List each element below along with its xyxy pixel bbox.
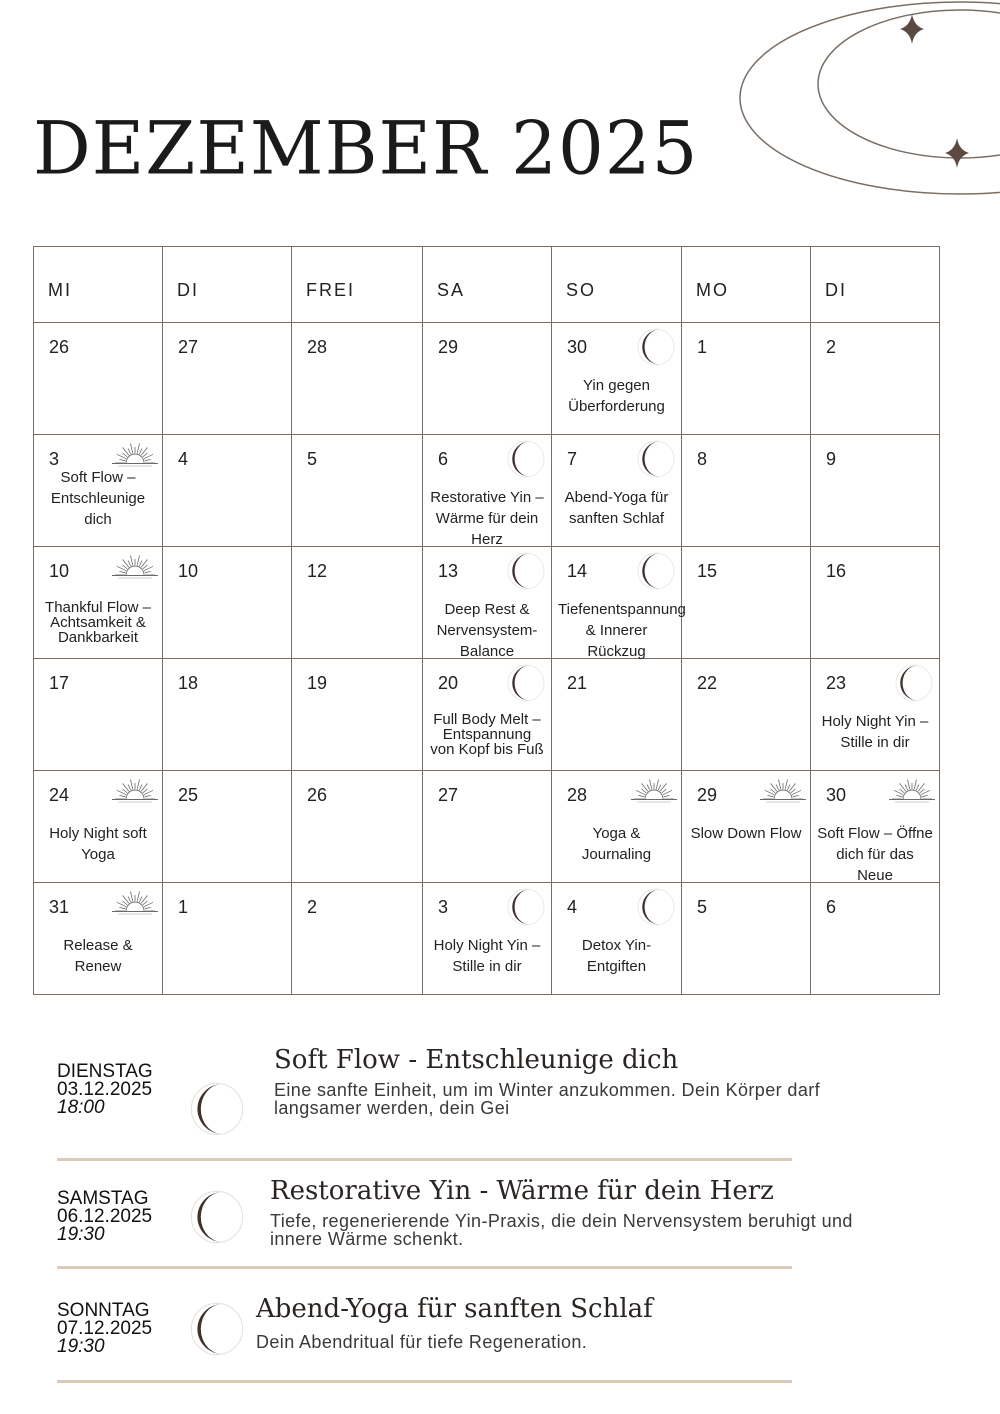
day-cell[interactable] bbox=[292, 435, 423, 547]
day-number: 30 bbox=[567, 337, 588, 357]
session-time: 18:00 bbox=[57, 1097, 105, 1118]
day-cell[interactable] bbox=[163, 771, 292, 883]
day-number: 3 bbox=[438, 897, 449, 917]
day-cell[interactable] bbox=[292, 547, 423, 659]
session-description: Dein Abendritual für tiefe Regeneration. bbox=[256, 1332, 588, 1352]
day-number: 15 bbox=[697, 561, 718, 581]
day-cell[interactable] bbox=[682, 547, 811, 659]
weekday-label: SA bbox=[437, 280, 466, 300]
divider bbox=[57, 1158, 792, 1161]
day-cell[interactable] bbox=[811, 659, 940, 771]
week-row bbox=[34, 435, 940, 547]
day-cell[interactable] bbox=[423, 771, 552, 883]
moon-icon bbox=[637, 888, 675, 931]
moon-icon bbox=[637, 552, 675, 595]
weekday-header-row bbox=[34, 247, 940, 323]
day-cell[interactable] bbox=[163, 547, 292, 659]
sunrise-icon bbox=[110, 777, 160, 810]
day-cell[interactable] bbox=[552, 771, 682, 883]
day-number: 4 bbox=[178, 449, 189, 469]
session-description: Tiefe, regenerierende Yin-Praxis, die dein Nervensystem beruhigt und innere Wärme schenkt. bbox=[270, 1211, 853, 1249]
day-cell[interactable] bbox=[423, 659, 552, 771]
event-label: Detox Yin- Entgiften bbox=[581, 937, 652, 975]
day-cell[interactable] bbox=[34, 323, 163, 435]
sunrise-icon bbox=[110, 889, 160, 922]
day-number: 10 bbox=[178, 561, 199, 581]
weekday-header bbox=[292, 247, 423, 323]
session-date: 07.12.2025 bbox=[57, 1318, 153, 1339]
week-row bbox=[34, 659, 940, 771]
week-row bbox=[34, 883, 940, 995]
day-number: 3 bbox=[49, 449, 60, 469]
session-time: 19:30 bbox=[57, 1224, 105, 1245]
event-label: Abend-Yoga für sanften Schlaf bbox=[564, 489, 669, 527]
moon-icon bbox=[190, 1190, 244, 1249]
day-number: 22 bbox=[697, 673, 718, 693]
weekday-header bbox=[34, 247, 163, 323]
day-cell[interactable] bbox=[682, 435, 811, 547]
day-cell[interactable] bbox=[292, 323, 423, 435]
event-label: Yin gegen Überforderung bbox=[568, 377, 665, 415]
day-cell[interactable] bbox=[292, 883, 423, 995]
day-number: 29 bbox=[697, 785, 718, 805]
day-number: 23 bbox=[826, 673, 847, 693]
day-number: 24 bbox=[49, 785, 70, 805]
day-number: 8 bbox=[697, 449, 708, 469]
day-number: 30 bbox=[826, 785, 847, 805]
day-cell[interactable] bbox=[163, 435, 292, 547]
day-cell[interactable] bbox=[163, 883, 292, 995]
page-title: DEZEMBER 2025 bbox=[33, 105, 699, 191]
session-date: 03.12.2025 bbox=[57, 1079, 153, 1100]
day-cell[interactable] bbox=[552, 435, 682, 547]
day-number: 29 bbox=[438, 337, 459, 357]
day-number: 12 bbox=[307, 561, 328, 581]
moon-icon bbox=[637, 440, 675, 483]
weekday-header bbox=[682, 247, 811, 323]
event-label: Deep Rest & Nervensystem-Balance bbox=[436, 601, 538, 660]
weekday-header bbox=[423, 247, 552, 323]
day-number: 6 bbox=[438, 449, 449, 469]
day-cell[interactable] bbox=[811, 435, 940, 547]
day-number: 27 bbox=[438, 785, 459, 805]
event-label: Holy Night soft Yoga bbox=[49, 825, 147, 863]
day-cell[interactable] bbox=[34, 659, 163, 771]
day-number: 5 bbox=[307, 449, 318, 469]
day-cell[interactable] bbox=[34, 435, 163, 547]
moon-icon bbox=[507, 440, 545, 483]
sunrise-icon bbox=[629, 777, 679, 810]
moon-icon bbox=[895, 664, 933, 707]
moon-icon bbox=[507, 552, 545, 595]
day-number: 28 bbox=[307, 337, 328, 357]
session-weekday: DIENSTAG bbox=[57, 1061, 153, 1082]
day-number: 4 bbox=[567, 897, 578, 917]
weekday-header bbox=[552, 247, 682, 323]
session-time: 19:30 bbox=[57, 1336, 105, 1357]
day-cell[interactable] bbox=[552, 659, 682, 771]
day-number: 21 bbox=[567, 673, 588, 693]
day-cell[interactable] bbox=[423, 883, 552, 995]
day-cell[interactable] bbox=[292, 659, 423, 771]
day-cell[interactable] bbox=[552, 883, 682, 995]
day-cell[interactable] bbox=[163, 659, 292, 771]
weekday-label: SO bbox=[566, 280, 597, 300]
event-label: Tiefenentspannung & Innerer Rückzug bbox=[558, 601, 686, 660]
sunrise-icon bbox=[110, 553, 160, 586]
day-number: 9 bbox=[826, 449, 837, 469]
day-number: 17 bbox=[49, 673, 70, 693]
day-number: 26 bbox=[307, 785, 328, 805]
week-row bbox=[34, 547, 940, 659]
divider bbox=[57, 1380, 792, 1383]
weekday-label: MO bbox=[696, 280, 729, 300]
weekday-header bbox=[163, 247, 292, 323]
day-number: 7 bbox=[567, 449, 578, 469]
session-title: Abend-Yoga für sanften Schlaf bbox=[256, 1294, 653, 1324]
day-number: 28 bbox=[567, 785, 588, 805]
week-row bbox=[34, 323, 940, 435]
day-number: 18 bbox=[178, 673, 199, 693]
moon-icon bbox=[507, 664, 545, 707]
event-label: Holy Night Yin – Stille in dir bbox=[821, 713, 929, 751]
day-cell[interactable] bbox=[682, 323, 811, 435]
day-cell[interactable] bbox=[811, 771, 940, 883]
day-cell[interactable] bbox=[682, 883, 811, 995]
day-cell[interactable] bbox=[34, 883, 163, 995]
day-cell[interactable] bbox=[34, 547, 163, 659]
calendar-grid bbox=[33, 246, 940, 995]
day-cell[interactable] bbox=[423, 547, 552, 659]
day-cell[interactable] bbox=[423, 323, 552, 435]
sunrise-icon bbox=[758, 777, 808, 810]
event-label: Holy Night Yin – Stille in dir bbox=[433, 937, 541, 975]
day-number: 1 bbox=[178, 897, 189, 917]
star-icon bbox=[945, 138, 969, 168]
day-number: 1 bbox=[697, 337, 708, 357]
day-cell[interactable] bbox=[811, 323, 940, 435]
day-number: 20 bbox=[438, 673, 459, 693]
weekday-label: DI bbox=[825, 280, 847, 300]
day-cell[interactable] bbox=[423, 435, 552, 547]
session-title: Soft Flow - Entschleunige dich bbox=[274, 1045, 679, 1075]
event-label: Thankful Flow – Achtsamkeit & Dankbarkeit bbox=[45, 599, 151, 646]
session-date: 06.12.2025 bbox=[57, 1206, 153, 1227]
week-row bbox=[34, 771, 940, 883]
day-cell[interactable] bbox=[682, 771, 811, 883]
session-weekday: SAMSTAG bbox=[57, 1188, 149, 1209]
day-number: 16 bbox=[826, 561, 847, 581]
weekday-header bbox=[811, 247, 940, 323]
day-number: 6 bbox=[826, 897, 837, 917]
weekday-label: DI bbox=[177, 280, 199, 300]
day-cell[interactable] bbox=[811, 883, 940, 995]
day-number: 5 bbox=[697, 897, 708, 917]
day-number: 10 bbox=[49, 561, 70, 581]
moon-icon bbox=[190, 1082, 244, 1141]
day-cell[interactable] bbox=[552, 547, 686, 660]
sunrise-icon bbox=[887, 777, 937, 810]
day-cell[interactable] bbox=[292, 771, 423, 883]
moon-icon bbox=[507, 888, 545, 931]
session-description: Eine sanfte Einheit, um im Winter anzukommen. Dein Körper darf langsamer werden, dein Gei bbox=[274, 1080, 821, 1118]
day-cell[interactable] bbox=[163, 323, 292, 435]
day-number: 25 bbox=[178, 785, 199, 805]
event-label: Release & Renew bbox=[63, 937, 133, 975]
event-label: Restorative Yin – Wärme für dein Herz bbox=[430, 489, 544, 548]
event-label: Slow Down Flow bbox=[690, 825, 802, 842]
session-title: Restorative Yin - Wärme für dein Herz bbox=[270, 1176, 774, 1206]
event-label: Soft Flow – Öffne dich für das Neue bbox=[817, 825, 933, 884]
day-number: 19 bbox=[307, 673, 328, 693]
day-number: 27 bbox=[178, 337, 199, 357]
day-cell[interactable] bbox=[34, 771, 163, 883]
day-number: 26 bbox=[49, 337, 70, 357]
event-label: Full Body Melt – Entspannung von Kopf bis Fuß bbox=[430, 711, 544, 758]
day-cell[interactable] bbox=[552, 323, 682, 435]
moon-icon bbox=[637, 328, 675, 371]
event-label: Soft Flow – Entschleunige dich bbox=[50, 469, 146, 528]
day-number: 14 bbox=[567, 561, 588, 581]
session-weekday: SONNTAG bbox=[57, 1300, 150, 1321]
moon-icon bbox=[190, 1302, 244, 1361]
day-cell[interactable] bbox=[682, 659, 811, 771]
weekday-label: FREI bbox=[306, 280, 356, 300]
day-number: 2 bbox=[826, 337, 837, 357]
divider bbox=[57, 1266, 792, 1269]
day-number: 2 bbox=[307, 897, 318, 917]
star-icon bbox=[900, 14, 924, 44]
day-number: 13 bbox=[438, 561, 459, 581]
event-label: Yoga & Journaling bbox=[581, 825, 652, 863]
day-cell[interactable] bbox=[811, 547, 940, 659]
day-number: 31 bbox=[49, 897, 70, 917]
weekday-label: MI bbox=[48, 280, 72, 300]
